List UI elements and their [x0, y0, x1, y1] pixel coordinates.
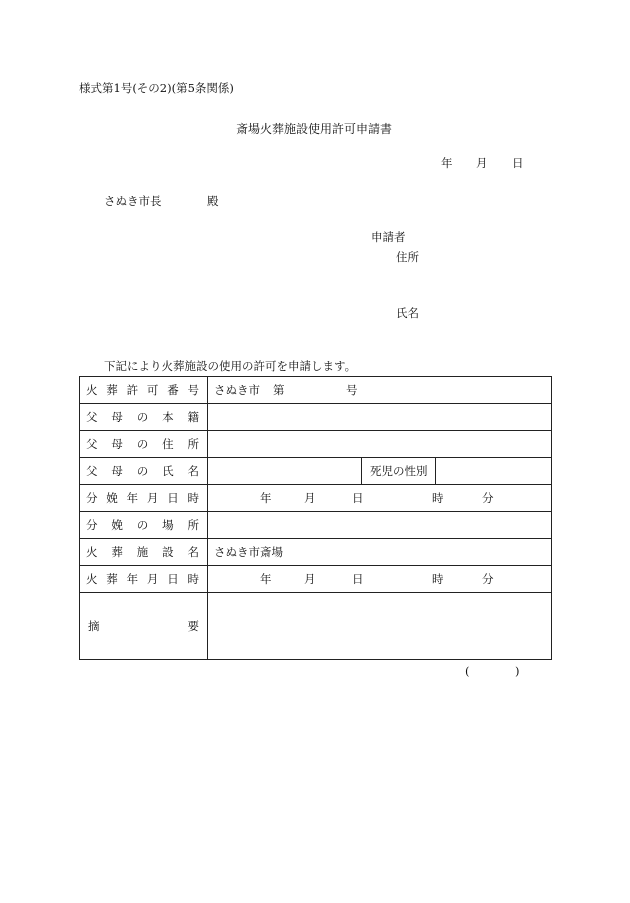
- label-char: 日: [167, 572, 179, 586]
- label-char: の: [136, 518, 149, 532]
- row-label: [80, 485, 208, 512]
- date-day: 日: [512, 156, 524, 170]
- label-char: 母: [111, 464, 123, 478]
- date-month: 月: [476, 156, 488, 170]
- label-char: 分: [86, 518, 98, 532]
- label-char: 本: [162, 410, 174, 424]
- label-char: 火: [86, 572, 98, 586]
- datetime-year: 年: [260, 572, 272, 586]
- applicant-address-label: 住所: [396, 250, 419, 264]
- addressee-honorific: 殿: [207, 194, 219, 208]
- label-char: 母: [111, 410, 123, 424]
- cremation-facility-field[interactable]: さぬき市斎場: [208, 539, 552, 566]
- label-char: 日: [167, 491, 179, 505]
- cremation-permit-number-field[interactable]: [208, 377, 552, 404]
- label-char: 娩: [111, 518, 123, 532]
- label-char: 籍: [187, 410, 199, 424]
- label-char: 父: [86, 437, 98, 451]
- application-table: [79, 376, 552, 660]
- delivery-datetime-field[interactable]: [208, 485, 552, 512]
- datetime-month: 月: [304, 491, 316, 505]
- document-title: 斎場火葬施設使用許可申請書: [236, 122, 393, 136]
- row-label: [80, 593, 208, 660]
- datetime-month: 月: [304, 572, 316, 586]
- table-row-delivery-datetime: [80, 485, 552, 512]
- parents-name-field[interactable]: [208, 458, 362, 485]
- label-char: 分: [86, 491, 98, 505]
- intro-text: 下記により火葬施設の使用の許可を申請します。: [104, 359, 357, 373]
- table-row-remarks: [80, 593, 552, 660]
- datetime-day: 日: [352, 572, 364, 586]
- row-label: [80, 431, 208, 458]
- row-label: [80, 539, 208, 566]
- datetime-minute: 分: [482, 572, 494, 586]
- cremation-datetime-field[interactable]: [208, 566, 552, 593]
- label-char: 場: [162, 518, 174, 532]
- label-char: 所: [187, 518, 199, 532]
- table-row-cremation-datetime: [80, 566, 552, 593]
- table-row-cremation-permit-number: [80, 377, 552, 404]
- stillborn-sex-field[interactable]: [436, 458, 552, 485]
- label-char: の: [136, 464, 149, 478]
- applicant-heading: 申請者: [371, 230, 406, 244]
- form-number: 様式第1号(その2)(第5条関係): [79, 81, 234, 95]
- label-char: 火: [86, 545, 98, 559]
- row-label: [80, 377, 208, 404]
- addressee-name: さぬき市長: [104, 194, 162, 208]
- footer-close-paren: ): [515, 664, 520, 678]
- label-char: 番: [167, 383, 179, 397]
- label-char: の: [136, 437, 149, 451]
- parents-domicile-field[interactable]: [208, 404, 552, 431]
- label-char: 摘: [88, 619, 100, 633]
- permit-go: 号: [346, 383, 358, 397]
- row-label: [80, 566, 208, 593]
- row-label: [80, 512, 208, 539]
- remarks-field[interactable]: [208, 593, 552, 660]
- label-char: 可: [146, 383, 159, 397]
- label-char: 火: [86, 383, 98, 397]
- label-char: 父: [86, 410, 98, 424]
- datetime-minute: 分: [482, 491, 494, 505]
- parents-address-field[interactable]: [208, 431, 552, 458]
- permit-dai: 第: [273, 383, 285, 397]
- table-row-parents-domicile: [80, 404, 552, 431]
- row-label: [80, 458, 208, 485]
- datetime-hour: 時: [432, 572, 444, 586]
- label-char: 時: [187, 572, 199, 586]
- label-char: 所: [187, 437, 199, 451]
- label-char: の: [136, 410, 149, 424]
- label-char: 年: [126, 572, 139, 586]
- table-row-parents-address: [80, 431, 552, 458]
- table-row-parents-name: [80, 458, 552, 485]
- label-char: 月: [146, 572, 159, 586]
- label-char: 設: [162, 545, 174, 559]
- label-char: 月: [146, 491, 159, 505]
- label-char: 号: [187, 383, 199, 397]
- label-char: 施: [136, 545, 149, 559]
- row-label: [80, 404, 208, 431]
- table-row-cremation-facility: [80, 539, 552, 566]
- label-char: 葬: [111, 545, 123, 559]
- label-char: 年: [126, 491, 139, 505]
- label-char: 要: [187, 619, 199, 633]
- permit-city: さぬき市: [214, 383, 260, 397]
- date-year: 年: [441, 156, 453, 170]
- label-char: 時: [187, 491, 199, 505]
- datetime-day: 日: [352, 491, 364, 505]
- label-char: 住: [162, 437, 174, 451]
- table-row-delivery-place: [80, 512, 552, 539]
- label-char: 氏: [162, 464, 174, 478]
- label-char: 名: [187, 464, 199, 478]
- label-char: 許: [126, 383, 139, 397]
- footer-open-paren: (: [465, 664, 470, 678]
- label-char: 葬: [106, 383, 118, 397]
- applicant-name-label: 氏名: [396, 306, 419, 320]
- stillborn-sex-label: 死児の性別: [362, 458, 436, 485]
- datetime-hour: 時: [432, 491, 444, 505]
- datetime-year: 年: [260, 491, 272, 505]
- label-char: 名: [187, 545, 199, 559]
- label-char: 父: [86, 464, 98, 478]
- delivery-place-field[interactable]: [208, 512, 552, 539]
- label-char: 葬: [106, 572, 118, 586]
- label-char: 娩: [106, 491, 118, 505]
- label-char: 母: [111, 437, 123, 451]
